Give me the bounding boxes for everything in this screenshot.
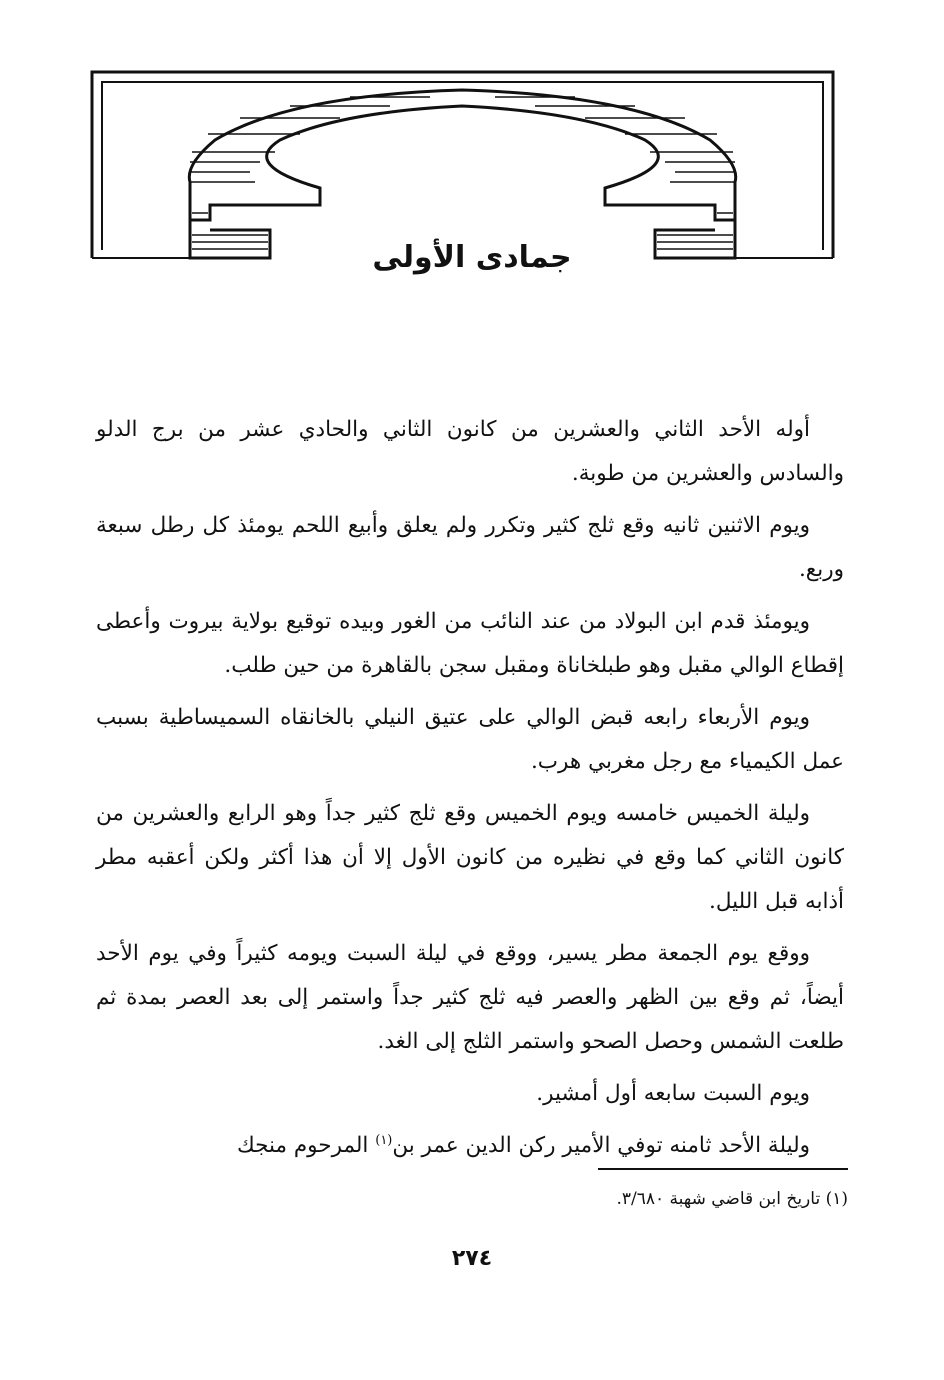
paragraph-last-start: وليلة الأحد ثامنه توفي الأمير ركن الدين عمر بن [392,1133,810,1158]
main-text [96,408,844,1176]
footnote-divider [598,1168,848,1170]
paragraph: ويومئذ قدم ابن البولاد من عند النائب من الغور وبيده توقيع بولاية بيروت وأعطى إقطاع الوالي مقبل وهو طبلخاناة ومقبل سجن بالقاهرة من حين طلب. [96,609,844,678]
paragraph: ويوم السبت سابعه أول أمشير. [536,1081,810,1106]
paragraph: ويوم الأربعاء رابعه قبض الوالي على عتيق النيلي بالخانقاه السميساطية بسبب عمل الكيمياء مع رجل مغربي هرب. [96,705,844,774]
footnote-reference[interactable]: (١) [375,1132,393,1148]
chapter-header-ornament [90,70,835,260]
paragraph-last-end: المرحوم منجك [237,1133,376,1158]
paragraph-last [96,1124,844,1168]
chapter-title: جمادى الأولى [372,240,572,275]
paragraph: أوله الأحد الثاني والعشرين من كانون الثاني والحادي عشر من برج الدلو والسادس والعشرين من طوبة. [96,417,844,486]
paragraph: ويوم الاثنين ثانيه وقع ثلج كثير وتكرر ولم يعلق وأبيع اللحم يومئذ كل رطل سبعة وربع. [96,513,844,582]
paragraph: وليلة الخميس خامسه ويوم الخميس وقع ثلج كثير جداً وهو الرابع والعشرين من كانون الثاني كما وقع في نظيره من كانون الأول إلا أن هذا أكثر ولكن أعقبه مطر أذابه قبل الليل. [96,801,844,914]
footnote: (١) تاريخ ابن قاضي شهبة ٣/٦٨٠. [616,1189,848,1209]
page-number: ٢٧٤ [451,1246,493,1271]
paragraph: ووقع يوم الجمعة مطر يسير، ووقع في ليلة السبت ويومه كثيراً وفي يوم الأحد أيضاً، ثم وقع بين الظهر والعصر فيه ثلج كثير جداً واستمر إلى بعد العصر بمدة ثم طلعت الشمس وحصل الصحو واستمر الثلج إلى الغد. [96,941,844,1054]
